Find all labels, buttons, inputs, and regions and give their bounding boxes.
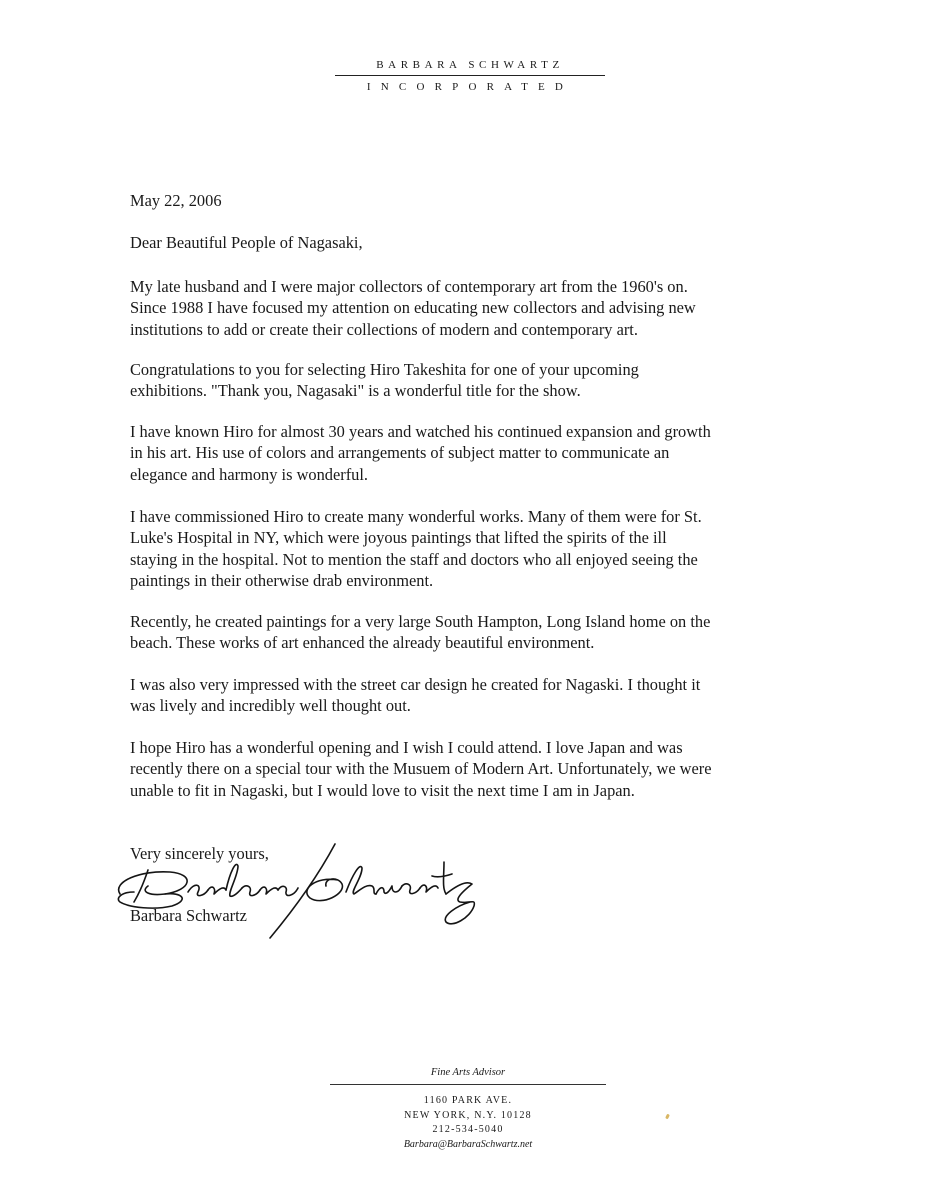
paragraph-line: I was also very impressed with the street car design he created for Nagaski. I thought it bbox=[130, 675, 701, 694]
paper-speck bbox=[665, 1114, 670, 1120]
paragraph bbox=[130, 737, 712, 801]
paragraph bbox=[130, 359, 639, 402]
paragraph-line: was lively and incredibly well thought out. bbox=[130, 696, 411, 716]
paragraph-line: Congratulations to you for selecting Hiro Takeshita for one of your upcoming bbox=[130, 360, 639, 379]
paragraph bbox=[130, 674, 700, 717]
paragraph-line: Luke's Hospital in NY, which were joyous paintings that lifted the spirits of the ill bbox=[130, 528, 667, 548]
footer bbox=[330, 1065, 606, 1152]
closing: Very sincerely yours, bbox=[130, 844, 269, 863]
paragraph-line: I have known Hiro for almost 30 years and watched his continued expansion and growth bbox=[130, 422, 711, 441]
paragraph-line: paintings in their otherwise drab environment. bbox=[130, 570, 434, 590]
paragraph bbox=[130, 421, 711, 485]
letter-date: May 22, 2006 bbox=[130, 191, 222, 210]
paragraph-line: I hope Hiro has a wonderful opening and I wish I could attend. I love Japan and was bbox=[130, 738, 683, 757]
paragraph-line: in his art. His use of colors and arrangements of subject matter to communicate an bbox=[130, 443, 670, 463]
footer-address-line1: 1160 PARK AVE. bbox=[423, 1095, 513, 1106]
paragraph-line: institutions to add or create their collections of modern and contemporary art. bbox=[130, 319, 638, 339]
paragraph-line: Since 1988 I have focused my attention on educating new collectors and advising new bbox=[130, 298, 696, 318]
paragraph bbox=[130, 506, 702, 591]
paragraph-line: I have commissioned Hiro to create many wonderful works. Many of them were for St. bbox=[130, 507, 702, 526]
paragraph-line: Recently, he created paintings for a very large South Hampton, Long Island home on the bbox=[130, 612, 711, 631]
paragraph bbox=[130, 276, 696, 340]
signer-name: Barbara Schwartz bbox=[130, 906, 247, 925]
letterhead-incorporated: INCORPORATED bbox=[366, 81, 574, 93]
paragraph-line: beach. These works of art enhanced the already beautiful environment. bbox=[130, 633, 595, 653]
footer-title: Fine Arts Advisor bbox=[330, 1065, 606, 1085]
footer-email: Barbara@BarbaraSchwartz.net bbox=[403, 1138, 533, 1150]
paragraph-line: exhibitions. "Thank you, Nagasaki" is a wonderful title for the show. bbox=[130, 381, 581, 401]
paragraph-line: unable to fit in Nagaski, but I would love to visit the next time I am in Japan. bbox=[130, 780, 635, 800]
letterhead bbox=[335, 58, 605, 94]
paragraph-line: My late husband and I were major collectors of contemporary art from the 1960's on. bbox=[130, 277, 688, 296]
footer-phone: 212-534-5040 bbox=[432, 1124, 504, 1135]
paragraph-line: staying in the hospital. Not to mention the staff and doctors who all enjoyed seeing the bbox=[130, 549, 698, 569]
salutation: Dear Beautiful People of Nagasaki, bbox=[130, 233, 363, 252]
paragraph-line: recently there on a special tour with the Musuem of Modern Art. Unfortunately, we were bbox=[130, 759, 712, 779]
paragraph bbox=[130, 611, 710, 654]
footer-address-line2: NEW YORK, N.Y. 10128 bbox=[404, 1109, 532, 1121]
letterhead-name: BARBARA SCHWARTZ bbox=[335, 58, 605, 76]
paragraph-line: elegance and harmony is wonderful. bbox=[130, 464, 369, 484]
